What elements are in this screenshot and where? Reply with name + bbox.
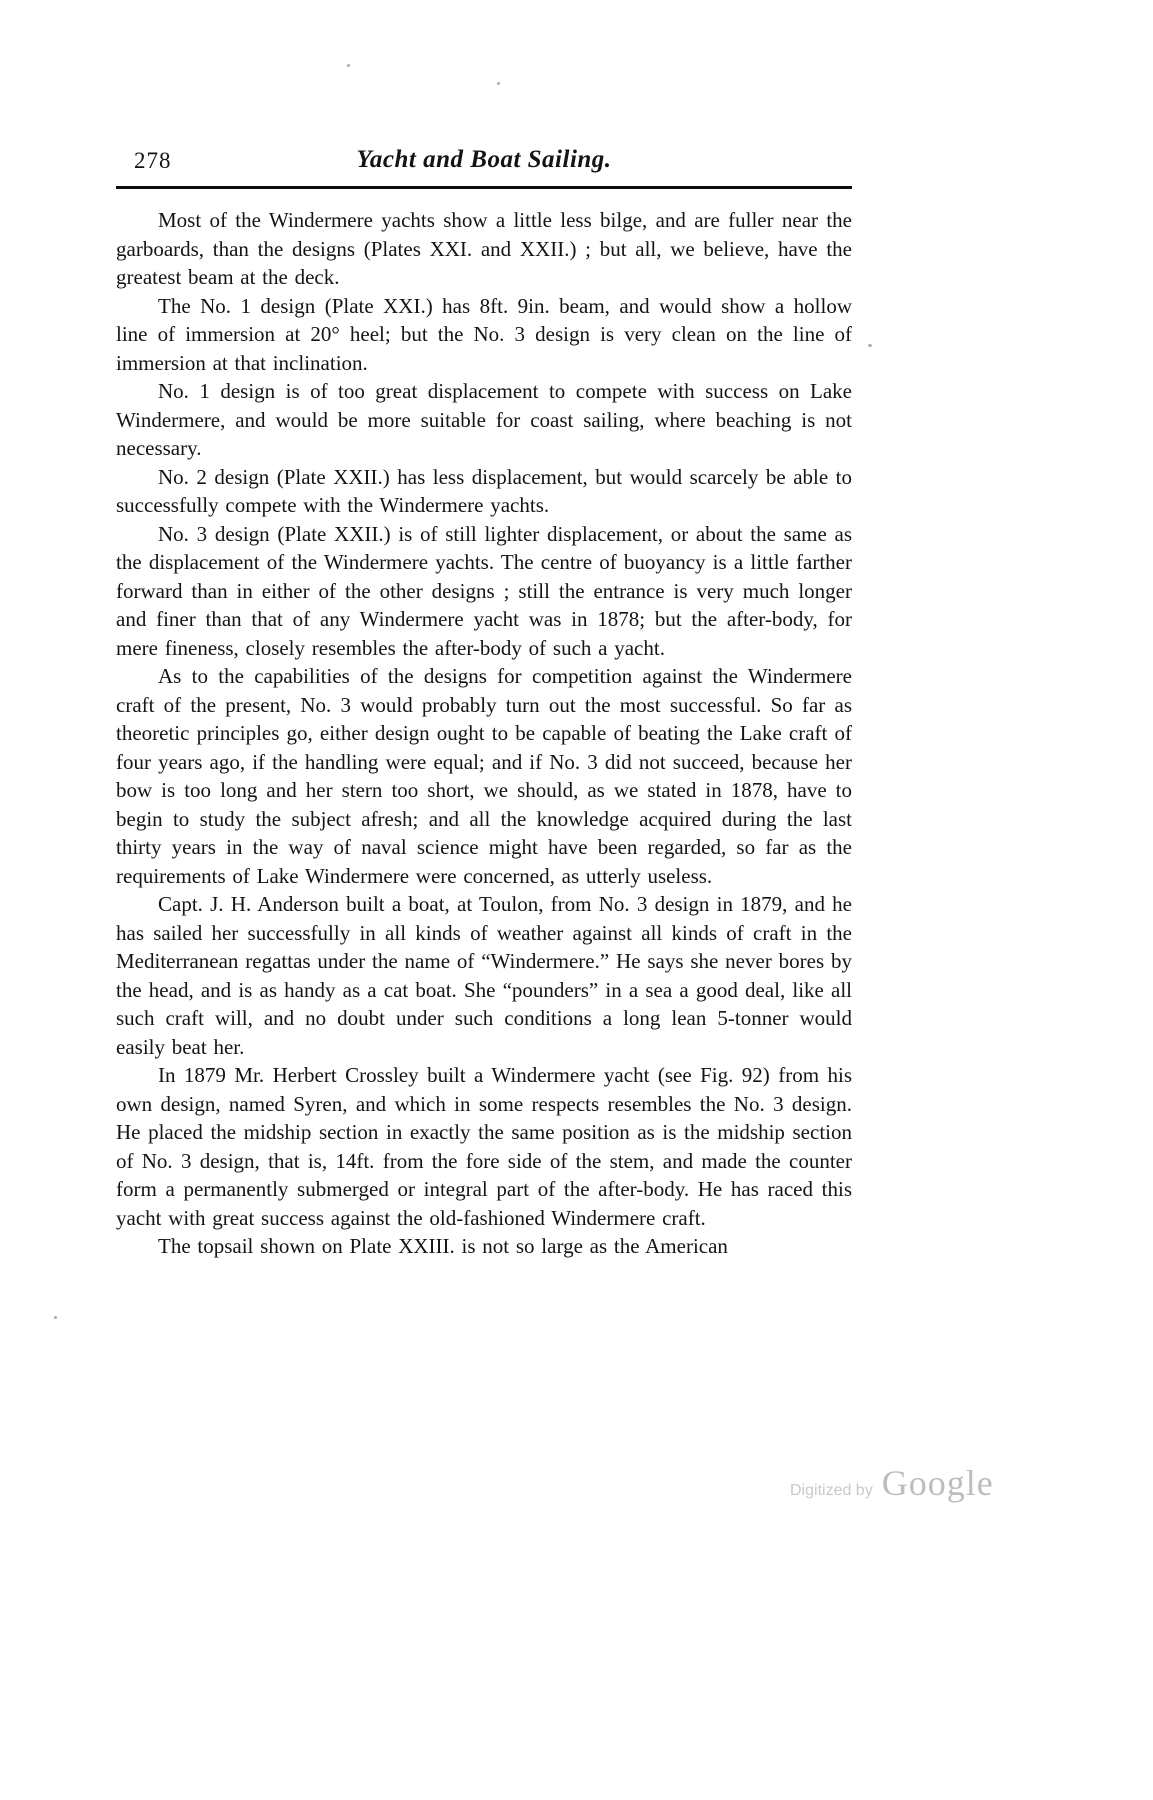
google-watermark	[790, 1462, 994, 1504]
paragraph: Most of the Windermere yachts show a little less bilge, and are fuller near the garboards, than the designs (Plates XXI. and XXII.) ; but all, we believe, have the greatest beam at the deck.	[116, 208, 852, 289]
paragraph: No. 1 design is of too great displacement to compete with success on Lake Windermere, and would be more suitable for coast sailing, where beaching is not necessary.	[116, 379, 852, 460]
paragraph: No. 3 design (Plate XXII.) is of still lighter displacement, or about the same as the displacement of the Windermere yachts. The centre of buoyancy is a little farther forward than in either of the other designs ; still the entrance is very much longer and finer than that of any Windermere yacht was in 1878; but the after-body, for mere fineness, closely resembles the after-body of such a yacht.	[116, 521, 852, 660]
paragraph: Capt. J. H. Anderson built a boat, at Toulon, from No. 3 design in 1879, and he has sailed her successfully in all kinds of weather against all kinds of craft in the Mediterranean regattas under the name of “Windermere.” He says she never bores by the head, and is as handy as a cat boat. She “pounders” in a sea a good deal, like all such craft will, and no doubt under such conditions a long lean 5-tonner would easily beat her.	[116, 892, 852, 1059]
digitized-by-label: Digitized by	[790, 1482, 873, 1499]
header-rule	[116, 186, 852, 189]
paragraph: The topsail shown on Plate XXIII. is not so large as the American	[158, 1234, 728, 1258]
paragraph: As to the capabilities of the designs for competition against the Windermere craft of the present, No. 3 would probably turn out the most successful. So far as theoretic principles go, either design ought to be capable of beating the Lake craft of four years ago, if the handling were equal; and if No. 3 did not succeed, because her bow is too long and her stern too short, we should, as we stated in 1878, have to begin to study the subject afresh; and all the knowledge acquired during the last thirty years in the way of naval science might have been regarded, so far as the requirements of Lake Windermere were concerned, as utterly useless.	[116, 664, 852, 888]
scan-speck	[497, 82, 500, 85]
google-logo: Google	[881, 1463, 994, 1503]
scan-speck	[54, 1316, 57, 1319]
running-title: Yacht and Boat Sailing.	[356, 146, 612, 173]
paragraph: No. 2 design (Plate XXII.) has less displacement, but would scarcely be able to successfully compete with the Windermere yachts.	[116, 464, 852, 517]
paragraph: The No. 1 design (Plate XXI.) has 8ft. 9in. beam, and would show a hollow line of immersion at 20° heel; but the No. 3 design is very clean on the line of immersion at that inclination.	[116, 293, 852, 375]
page-header	[116, 146, 852, 180]
page-number: 278	[134, 148, 172, 173]
paragraph: In 1879 Mr. Herbert Crossley built a Windermere yacht (see Fig. 92) from his own design, named Syren, and which in some respects resembles the No. 3 design. He placed the midship section in exactly the same position as is the midship section of No. 3 design, that is, 14ft. from the fore side of the stem, and made the counter form a permanently submerged or integral part of the after-body. He has raced this yacht with great success against the old-fashioned Windermere craft.	[116, 1063, 852, 1230]
scan-speck	[347, 64, 350, 67]
scan-speck	[868, 344, 872, 347]
page-content	[116, 146, 852, 1261]
page-body	[116, 206, 852, 1261]
